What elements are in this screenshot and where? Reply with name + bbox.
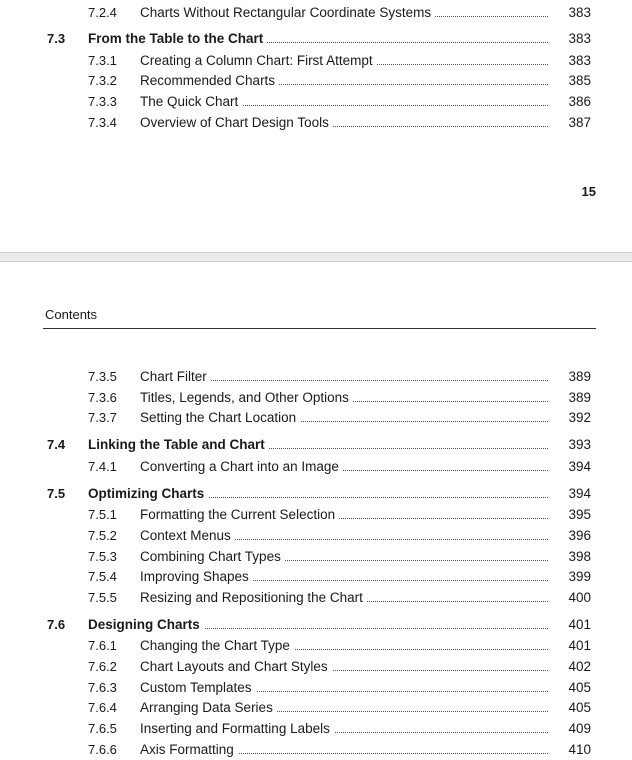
toc-subsection-entry[interactable]	[0, 588, 632, 608]
toc-subsection-entry[interactable]	[0, 51, 632, 71]
toc-subsection-entry[interactable]	[0, 457, 632, 477]
toc-entry-number: 7.6	[47, 617, 66, 632]
toc-subsection-entry[interactable]	[0, 657, 632, 677]
toc-entry-title: Optimizing Charts	[88, 484, 208, 504]
toc-entry-title: Context Menus	[140, 526, 235, 546]
toc-entry-title: Chart Filter	[140, 367, 211, 387]
toc-entry-page-number: 393	[568, 437, 591, 452]
toc-entry-page-number: 392	[568, 410, 591, 425]
toc-entry-number: 7.5.1	[88, 507, 117, 522]
toc-entry-title: Changing the Chart Type	[140, 636, 294, 656]
toc-entry-number: 7.5	[47, 486, 66, 501]
toc-entry-number: 7.5.5	[88, 590, 117, 605]
toc-entry-page-number: 385	[568, 73, 591, 88]
toc-entry-title: Arranging Data Series	[140, 698, 277, 718]
toc-entry-page-number: 383	[568, 31, 591, 46]
toc-entry-number: 7.5.2	[88, 528, 117, 543]
toc-entry-page-number: 405	[568, 680, 591, 695]
toc-subsection-entry[interactable]	[0, 367, 632, 387]
toc-entry-title: Resizing and Repositioning the Chart	[140, 588, 367, 608]
toc-entry-page-number: 389	[568, 390, 591, 405]
toc-subsection-entry[interactable]	[0, 636, 632, 656]
toc-entry-title: The Quick Chart	[140, 92, 242, 112]
toc-entry-title: Improving Shapes	[140, 567, 253, 587]
toc-entry-page-number: 401	[568, 617, 591, 632]
toc-entry-title: Overview of Chart Design Tools	[140, 113, 333, 133]
toc-subsection-entry[interactable]	[0, 678, 632, 698]
toc-subsection-entry[interactable]	[0, 71, 632, 91]
toc-page-top	[0, 0, 632, 252]
toc-subsection-entry[interactable]	[0, 505, 632, 525]
toc-entry-title: Recommended Charts	[140, 71, 279, 91]
toc-subsection-entry[interactable]	[0, 408, 632, 428]
footer-page-number: 15	[581, 184, 596, 199]
toc-entry-page-number: 405	[568, 700, 591, 715]
toc-subsection-entry[interactable]	[0, 92, 632, 112]
toc-entry-page-number: 387	[568, 115, 591, 130]
toc-entry-number: 7.3.4	[88, 115, 117, 130]
toc-entry-page-number: 409	[568, 721, 591, 736]
toc-entry-number: 7.3.6	[88, 390, 117, 405]
toc-entry-page-number: 396	[568, 528, 591, 543]
toc-subsection-entry[interactable]	[0, 719, 632, 739]
toc-section-entry[interactable]	[0, 615, 632, 635]
toc-entry-page-number: 399	[568, 569, 591, 584]
toc-entry-number: 7.6.2	[88, 659, 117, 674]
toc-entry-page-number: 383	[568, 53, 591, 68]
toc-section-entry[interactable]	[0, 435, 632, 455]
toc-entry-title: Combining Chart Types	[140, 547, 285, 567]
toc-subsection-entry[interactable]	[0, 113, 632, 133]
toc-entry-title: Charts Without Rectangular Coordinate Systems	[140, 3, 435, 23]
toc-subsection-entry[interactable]	[0, 567, 632, 587]
toc-entry-page-number: 383	[568, 5, 591, 20]
toc-entry-title: Custom Templates	[140, 678, 256, 698]
toc-entry-page-number: 410	[568, 742, 591, 757]
toc-entry-title: Setting the Chart Location	[140, 408, 300, 428]
toc-entry-title: From the Table to the Chart	[88, 29, 267, 49]
header-rule	[43, 328, 596, 329]
toc-entry-page-number: 394	[568, 486, 591, 501]
toc-entry-number: 7.3.1	[88, 53, 117, 68]
toc-section-entry[interactable]	[0, 29, 632, 49]
running-header: Contents	[45, 307, 98, 322]
toc-entry-title: Axis Formatting	[140, 740, 238, 760]
toc-entry-number: 7.6.5	[88, 721, 117, 736]
toc-entry-page-number: 398	[568, 549, 591, 564]
toc-entry-page-number: 400	[568, 590, 591, 605]
toc-entry-number: 7.5.4	[88, 569, 117, 584]
toc-entry-page-number: 401	[568, 638, 591, 653]
toc-entry-title: Inserting and Formatting Labels	[140, 719, 334, 739]
toc-entry-number: 7.3.2	[88, 73, 117, 88]
toc-section-entry[interactable]	[0, 484, 632, 504]
toc-entry-number: 7.6.6	[88, 742, 117, 757]
toc-entry-number: 7.6.1	[88, 638, 117, 653]
toc-subsection-entry[interactable]	[0, 547, 632, 567]
toc-entry-number: 7.3	[47, 31, 66, 46]
toc-entry-title: Formatting the Current Selection	[140, 505, 339, 525]
toc-subsection-entry[interactable]	[0, 526, 632, 546]
toc-entry-title: Creating a Column Chart: First Attempt	[140, 51, 377, 71]
page-separator	[0, 252, 632, 262]
toc-subsection-entry[interactable]	[0, 388, 632, 408]
toc-subsection-entry[interactable]	[0, 698, 632, 718]
toc-entry-page-number: 395	[568, 507, 591, 522]
toc-entry-title: Converting a Chart into an Image	[140, 457, 343, 477]
toc-entry-number: 7.5.3	[88, 549, 117, 564]
toc-entry-page-number: 394	[568, 459, 591, 474]
toc-entry-title: Chart Layouts and Chart Styles	[140, 657, 332, 677]
toc-subsection-entry[interactable]	[0, 3, 632, 23]
toc-entry-number: 7.2.4	[88, 5, 117, 20]
toc-entry-number: 7.4	[47, 437, 66, 452]
toc-entry-number: 7.4.1	[88, 459, 117, 474]
toc-entry-title: Linking the Table and Chart	[88, 435, 269, 455]
toc-entry-page-number: 402	[568, 659, 591, 674]
toc-entry-page-number: 386	[568, 94, 591, 109]
toc-entry-title: Designing Charts	[88, 615, 204, 635]
toc-entry-title: Titles, Legends, and Other Options	[140, 388, 353, 408]
toc-subsection-entry[interactable]	[0, 740, 632, 760]
toc-entry-number: 7.3.3	[88, 94, 117, 109]
toc-entry-number: 7.6.4	[88, 700, 117, 715]
toc-entry-page-number: 389	[568, 369, 591, 384]
toc-entry-number: 7.3.7	[88, 410, 117, 425]
toc-entry-number: 7.3.5	[88, 369, 117, 384]
toc-entry-number: 7.6.3	[88, 680, 117, 695]
toc-page-bottom	[0, 262, 632, 759]
